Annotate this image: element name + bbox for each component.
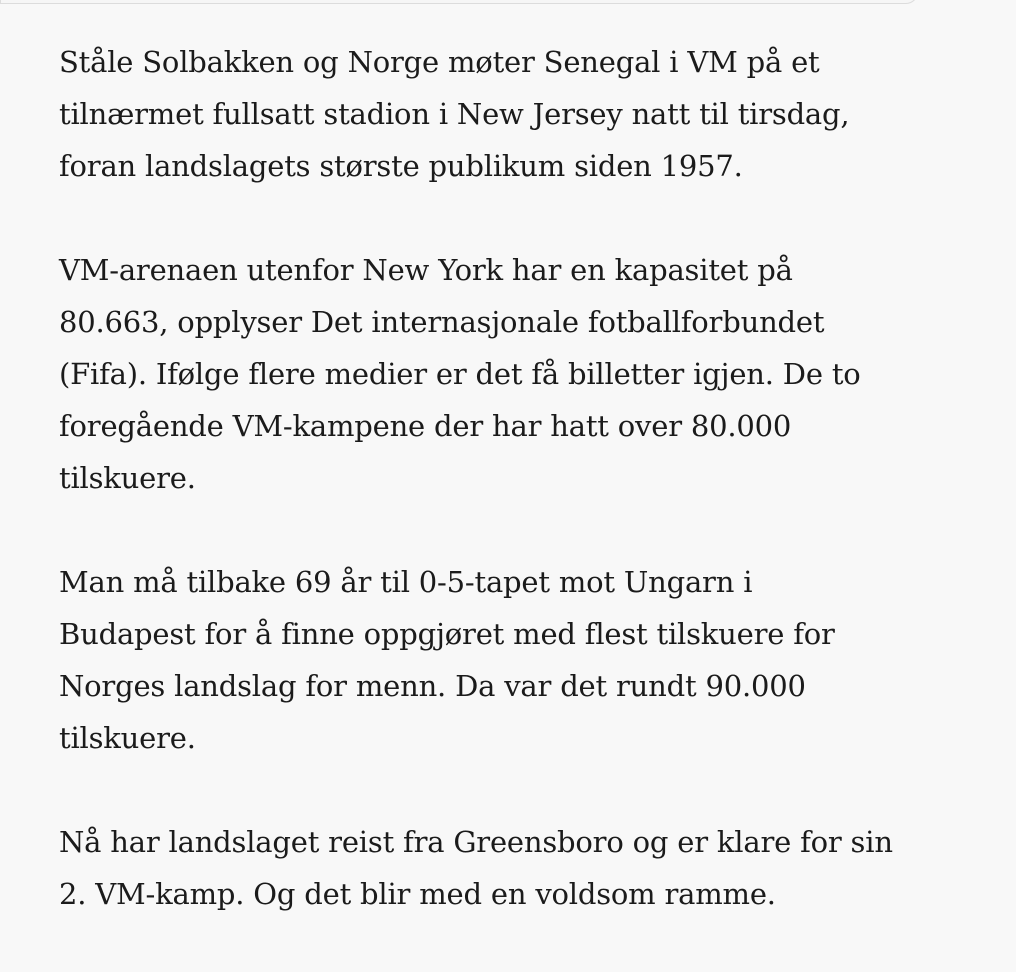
paragraph-line: foran landslagets største publikum siden 1957. — [59, 149, 743, 183]
top-card-edge — [0, 0, 918, 4]
paragraph-line: tilnærmet fullsatt stadion i New Jersey natt til tirsdag, — [59, 97, 850, 131]
paragraph-line: Budapest for å finne oppgjøret med flest tilskuere for — [59, 617, 835, 651]
paragraph-line: 2. VM-kamp. Og det blir med en voldsom ramme. — [59, 877, 776, 911]
paragraph-line: Man må tilbake 69 år til 0-5-tapet mot Ungarn i — [59, 565, 753, 599]
paragraph-line: (Fifa). Ifølge flere medier er det få billetter igjen. De to — [59, 357, 861, 391]
paragraph-line: tilskuere. — [59, 461, 196, 495]
paragraph-line: 80.663, opplyser Det internasjonale fotballforbundet — [59, 305, 825, 339]
paragraph-line: tilskuere. — [59, 721, 196, 755]
paragraph-line: VM-arenaen utenfor New York har en kapasitet på — [59, 253, 793, 287]
paragraph-line: Ståle Solbakken og Norge møter Senegal i VM på et — [59, 45, 820, 79]
paragraph-3 — [59, 556, 979, 764]
paragraph-line: Nå har landslaget reist fra Greensboro og er klare for sin — [59, 825, 893, 859]
paragraph-line: Norges landslag for menn. Da var det rundt 90.000 — [59, 669, 806, 703]
article-body — [59, 36, 979, 972]
paragraph-line: foregående VM-kampene der har hatt over 80.000 — [59, 409, 792, 443]
paragraph-2 — [59, 244, 979, 504]
paragraph-1 — [59, 36, 979, 192]
paragraph-4 — [59, 816, 979, 920]
